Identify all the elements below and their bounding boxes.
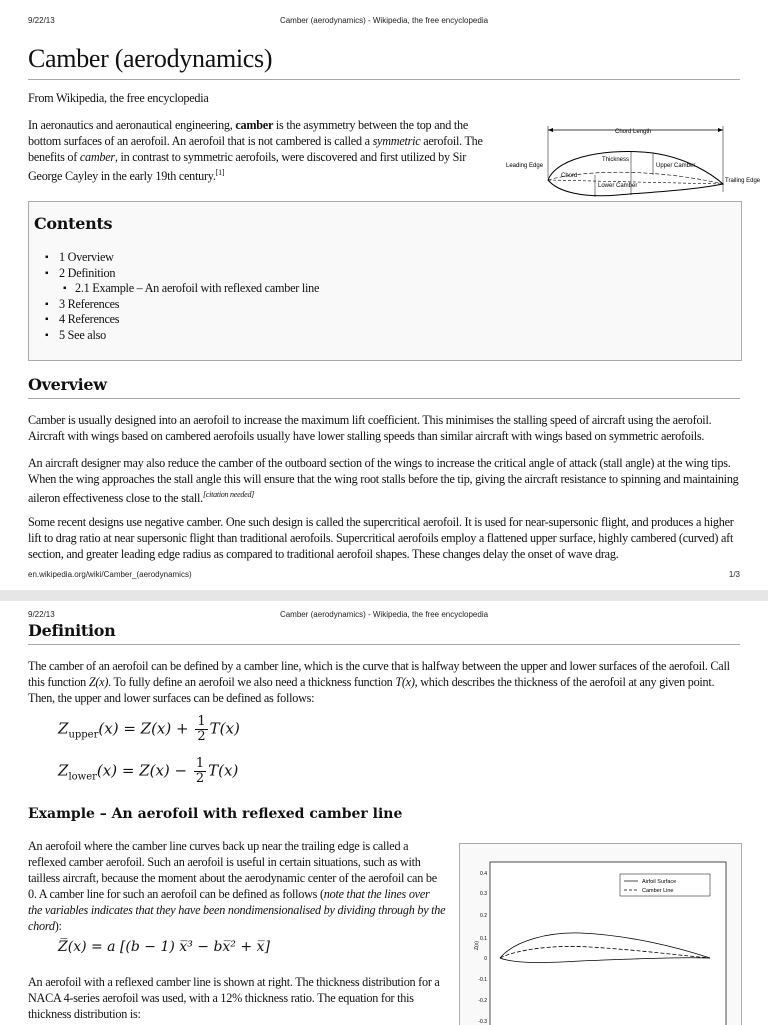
- y-tick-0: 0: [484, 956, 487, 962]
- diagram-upper-camber: Upper Camber: [656, 163, 696, 169]
- eq-upper-frac-num: 1: [197, 714, 206, 729]
- eq-lower-z: Z: [58, 761, 69, 780]
- aerofoil-camber-diagram: [503, 120, 761, 210]
- intro-text-1: In aeronautics and aeronautical engineering,: [28, 118, 236, 132]
- tagline: From Wikipedia, the free encyclopedia: [28, 91, 209, 105]
- diagram-chord: Chord: [561, 173, 578, 179]
- page1-header-date: 9/22/13: [28, 16, 55, 25]
- definition-text-2: . To fully define an aerofoil we also need a thickness function: [108, 675, 396, 689]
- page1-footer-page: 1/3: [728, 570, 740, 579]
- example-paragraph-1: [28, 838, 446, 934]
- definition-paragraph: [28, 658, 740, 706]
- definition-text-1: The camber of an aerofoil can be defined by a camber line, which is the curve that is halfway between the upper and lower surfaces of the aerofoil. Call this function: [28, 659, 730, 689]
- eq-upper-frac: [195, 715, 207, 744]
- page-separator: [0, 590, 768, 601]
- overview-divider: [28, 398, 740, 399]
- diagram-trailing-edge: Trailing Edge: [725, 178, 761, 184]
- contents-title: Contents: [34, 214, 113, 233]
- eq-lower-tail: T(x): [208, 761, 239, 780]
- eq-lower-frac-den: 2: [195, 771, 205, 786]
- y-tick-0.4: 0.4: [480, 871, 487, 877]
- page1-header-title: Camber (aerodynamics) - Wikipedia, the free encyclopedia: [279, 16, 489, 25]
- equation-upper-surface: [58, 715, 240, 744]
- page1-footer-url: en.wikipedia.org/wiki/Camber_(aerodynamics): [28, 570, 192, 579]
- eq-lower-frac-num: 1: [195, 756, 205, 771]
- y-tick-neg0.3: -0.3: [478, 1019, 487, 1025]
- overview-paragraph-2: [28, 455, 740, 506]
- y-tick-0.1: 0.1: [480, 936, 487, 942]
- legend-camber-line: Camber Line: [642, 888, 674, 894]
- contents-item-references-1[interactable]: ▪ 3 References: [41, 297, 319, 313]
- example-text-end: ):: [54, 919, 62, 933]
- example-italic-note: note that the lines over the variables indicates that they have been nondimensionalised by dividing through by the chord: [28, 887, 446, 933]
- page2-header-title: Camber (aerodynamics) - Wikipedia, the free encyclopedia: [279, 610, 489, 619]
- intro-italic-camber: camber: [79, 150, 115, 164]
- y-tick-neg0.2: -0.2: [478, 998, 487, 1004]
- title-divider: [28, 79, 740, 80]
- reflexed-aerofoil-plot: [470, 860, 732, 1024]
- eq-upper-rhs: (x) = Z(x) +: [98, 719, 194, 738]
- page2-header-date: 9/22/13: [28, 610, 55, 619]
- example-text-1: An aerofoil where the camber line curves back up near the trailing edge is called a reflexed camber aerofoil. Such an aerofoil is useful in certain situations, such as with tailless aircraft, because the moment about the aerodynamic center of the aerofoil can be 0. A camber line for such an aerofoil can be defined as follows (: [28, 839, 437, 901]
- eq-lower-sub: lower: [68, 771, 97, 783]
- citation-needed-link[interactable]: [citation needed]: [202, 490, 255, 499]
- diagram-leading-edge: Leading Edge: [506, 163, 544, 169]
- overview-paragraph-3: Some recent designs use negative camber. One such design is called the supercritical aerofoil. It is used for near-supersonic flight, and produces a higher lift to drag ratio at near supersonic flight than traditional aerofoils. Supercritical aerofoils employ a flattened upper surface, highly cambered (curved) aft section, and greater leading edge radius as compared to traditional aerofoil shapes. These changes delay the onset of wave drag.: [28, 515, 734, 561]
- contents-item-references-2[interactable]: ▪ 4 References: [41, 312, 319, 328]
- intro-bold-camber: camber: [235, 118, 274, 132]
- example-heading: Example – An aerofoil with reflexed camber line: [28, 806, 403, 822]
- contents-item-see-also[interactable]: ▪ 5 See also: [41, 328, 319, 344]
- equation-lower-surface: [58, 757, 238, 786]
- contents-list: [41, 250, 319, 344]
- eq-upper-z: Z: [58, 719, 69, 738]
- intro-text-4: , in contrast to symmetric aerofoils, were discovered and first utilized by Sir George Cayley in the early 19th century.: [28, 150, 467, 184]
- overview-paragraph-1: Camber is usually designed into an aerofoil to increase the maximum lift coefficient. This minimises the stalling speed of aircraft using the aerofoil. Aircraft with wings based on cambered aerofoils usually have lower stalling speeds than similar aircraft with wings based on symmetric aerofoils.: [28, 413, 712, 443]
- diagram-lower-camber: Lower Camber: [598, 183, 638, 189]
- eq-lower-frac: [194, 757, 206, 786]
- y-tick-0.2: 0.2: [480, 913, 487, 919]
- intro-italic-symmetric: symmetric: [372, 134, 421, 148]
- intro-ref-link[interactable]: [1]: [215, 168, 225, 177]
- diagram-chord-length: Chord Length: [615, 129, 652, 135]
- overview-heading: Overview: [28, 375, 107, 394]
- intro-text-2: is the asymmetry between the top and the bottom surfaces of an aerofoil. An aerofoil that is not cambered is called a: [28, 118, 468, 148]
- y-tick-neg0.1: -0.1: [478, 977, 487, 983]
- definition-heading: Definition: [28, 621, 116, 640]
- definition-divider: [28, 644, 740, 645]
- contents-item-definition[interactable]: ▪ 2 Definition: [41, 266, 319, 282]
- definition-text-3: , which describes the thickness of the aerofoil at any given point. Then, the upper and lower surfaces can be defined as follows:: [28, 675, 715, 705]
- eq-upper-frac-den: 2: [197, 729, 206, 744]
- equation-reflexed-camber: Z̅(x) = a [(b − 1) x̅³ − bx̅² + x̅]: [58, 939, 270, 955]
- diagram-thickness: Thickness: [602, 157, 630, 163]
- definition-tx: T(x): [395, 675, 415, 689]
- article-title: Camber (aerodynamics): [28, 44, 273, 73]
- eq-upper-tail: T(x): [209, 719, 240, 738]
- eq-lower-rhs: (x) = Z(x) −: [96, 761, 192, 780]
- example-paragraph-2: An aerofoil with a reflexed camber line is shown at right. The thickness distribution for a NACA 4-series aerofoil was used, with a 12% thickness ratio. The equation for this thickness distribution is:: [28, 975, 440, 1021]
- intro-paragraph: [28, 117, 498, 184]
- legend-airfoil-surface: Airfoil Surface: [642, 879, 677, 885]
- plot-y-label: Z(x): [474, 941, 480, 950]
- eq-upper-sub: upper: [68, 729, 99, 741]
- definition-zx: Z(x): [88, 675, 109, 689]
- contents-item-example[interactable]: ▪ 2.1 Example – An aerofoil with reflexed camber line: [41, 281, 319, 297]
- contents-box: [28, 201, 742, 361]
- intro-text-3: aerofoil. The benefits of: [28, 134, 483, 164]
- contents-item-overview[interactable]: ▪ 1 Overview: [41, 250, 319, 266]
- y-tick-0.3: 0.3: [480, 891, 487, 897]
- overview-paragraph-2-text: An aircraft designer may also reduce the camber of the outboard section of the wings to increase the critical angle of attack (stall angle) at the wing tips. When the wing approaches the stall angle this will ensure that the wing root stalls before the tip, giving the aircraft resistance to spinning and maintaining aileron effectiveness close to the stall.: [28, 456, 739, 506]
